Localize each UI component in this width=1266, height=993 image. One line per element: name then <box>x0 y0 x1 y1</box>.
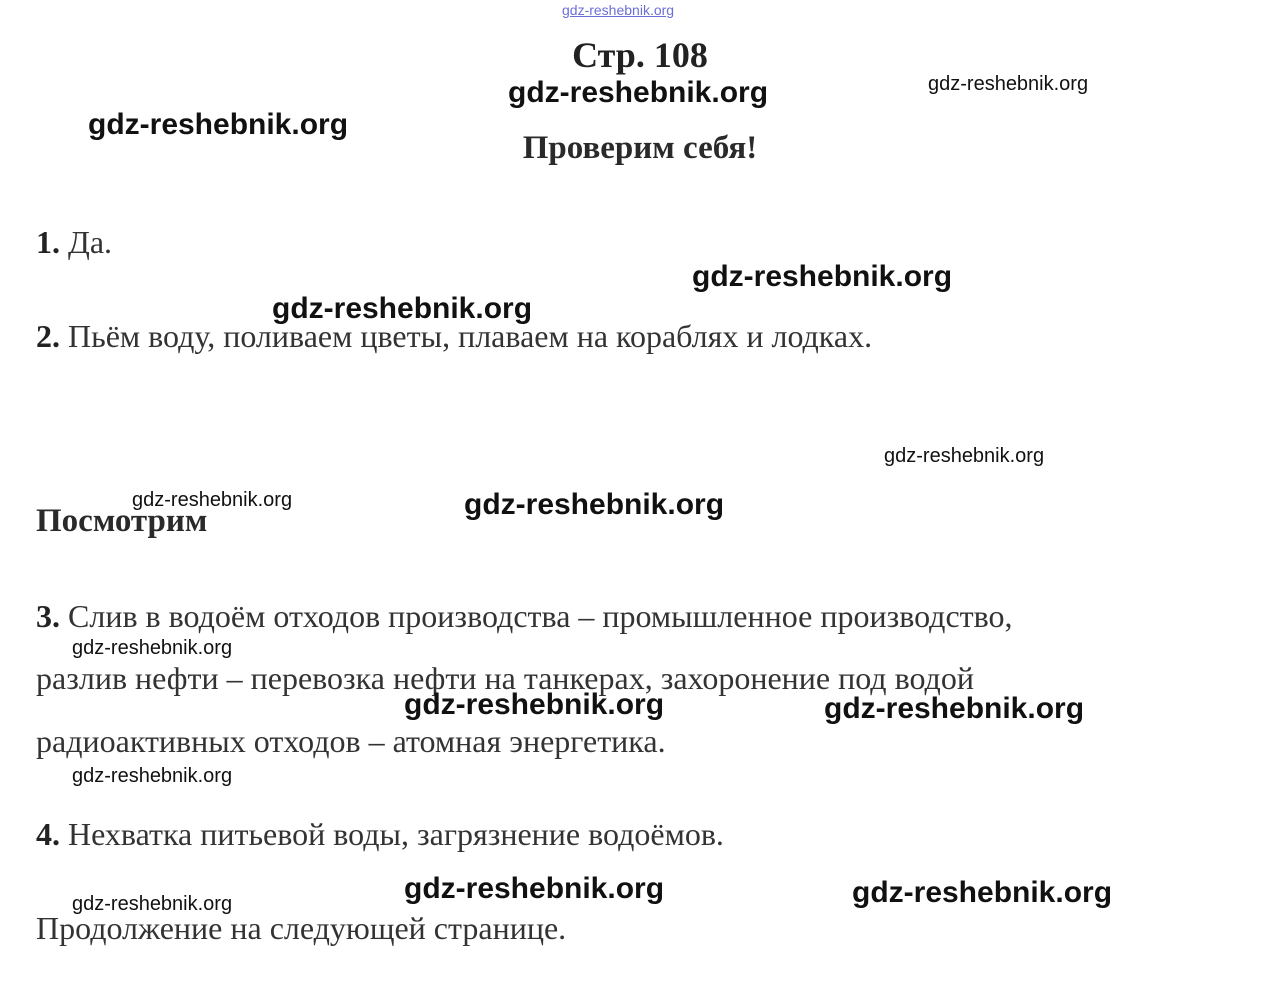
watermark: gdz-reshebnik.org <box>72 893 233 915</box>
watermark: gdz-reshebnik.org <box>404 872 665 905</box>
watermark: gdz-reshebnik.org <box>824 692 1085 725</box>
watermark: gdz-reshebnik.org <box>852 876 1113 909</box>
answer-number: 4. <box>36 816 60 852</box>
watermark: gdz-reshebnik.org <box>508 76 769 109</box>
watermark: gdz-reshebnik.org <box>404 688 665 721</box>
watermark: gdz-reshebnik.org <box>88 108 349 141</box>
answer-text: Нехватка питьевой воды, загрязнение водоёмов. <box>60 816 724 852</box>
watermark: gdz-reshebnik.org <box>928 73 1089 95</box>
watermark: gdz-reshebnik.org <box>692 260 953 293</box>
answer-text: Слив в водоём отходов производства – промышленное производство, <box>60 598 1013 634</box>
subheading: Посмотрим <box>36 503 208 539</box>
watermark-top-link[interactable]: gdz-reshebnik.org <box>562 2 675 18</box>
answer-3-line-1 <box>36 598 1013 635</box>
section-title: Проверим себя! <box>522 130 758 166</box>
continuation-note: Продолжение на следующей странице. <box>36 910 567 946</box>
watermark: gdz-reshebnik.org <box>464 488 725 521</box>
watermark: gdz-reshebnik.org <box>72 637 233 659</box>
answer-3-line-2: разлив нефти – перевозка нефти на танкерах, захоронение под водой <box>36 660 974 696</box>
answer-number: 3. <box>36 598 60 634</box>
watermark: gdz-reshebnik.org <box>272 292 533 325</box>
answer-number: 2. <box>36 318 60 354</box>
answer-4 <box>36 816 724 853</box>
page-number-title: Стр. 108 <box>572 35 708 75</box>
answer-1 <box>36 224 112 261</box>
watermark: gdz-reshebnik.org <box>132 489 293 511</box>
answer-3-line-3: радиоактивных отходов – атомная энергетика. <box>36 723 666 759</box>
answer-number: 1. <box>36 224 60 260</box>
answer-text: Да. <box>60 224 113 260</box>
answer-text: Пьём воду, поливаем цветы, плаваем на кораблях и лодках. <box>60 318 873 354</box>
watermark: gdz-reshebnik.org <box>72 765 233 787</box>
watermark: gdz-reshebnik.org <box>884 445 1045 467</box>
